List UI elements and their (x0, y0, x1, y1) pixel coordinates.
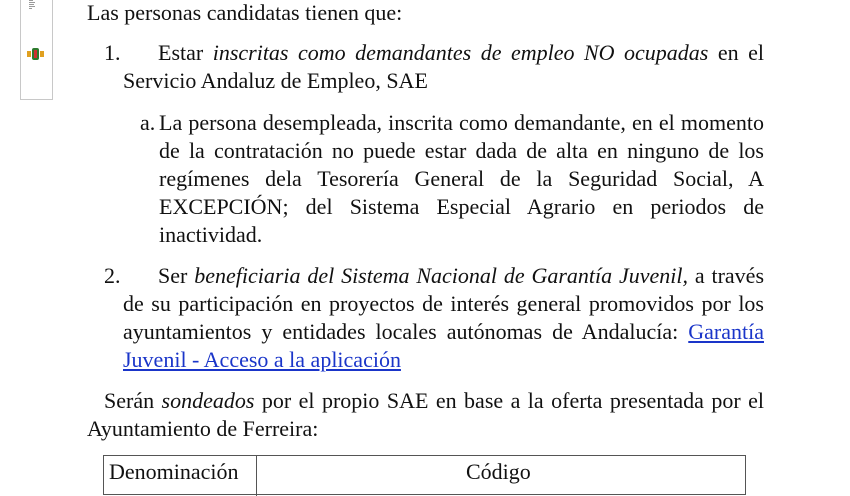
item1-text-end: en el Servicio Andaluz de Empleo, SAE (123, 40, 764, 93)
item2-text-start: Ser (158, 263, 195, 288)
list-number-1: 1. (104, 40, 121, 65)
table-header-denominacion: Denominación (109, 459, 239, 484)
closing-text-start: Serán (104, 388, 162, 413)
closing-text-end: por el propio SAE en base a la oferta presentada por el Ayuntamiento de Ferreira: (87, 388, 765, 441)
list-number-2: 2. (104, 263, 121, 288)
institution-logo (29, 0, 43, 10)
closing-paragraph (87, 387, 764, 443)
garantia-juvenil-link[interactable]: Garantía Juvenil - Acceso a la aplicación (123, 319, 764, 372)
item2-emphasis: beneficiaria del Sistema Nacional de Garantía Juvenil, (194, 263, 689, 288)
list-item-2 (123, 262, 764, 374)
closing-emphasis: sondeados (161, 388, 255, 413)
table-header-codigo: Código (466, 459, 531, 484)
item2-text-end: a través de su participación en proyectos de interés general promovidos por los ayuntamientos y entidades locales autónomas de Andalucía: (123, 263, 765, 344)
list-item-1 (123, 39, 764, 95)
offer-table (103, 455, 746, 495)
page-margin-box (20, 0, 53, 100)
coat-of-arms-icon (27, 47, 45, 61)
sublist-item-a: La persona desempleada, inscrita como demandante, en el momento de la contratación no puede estar dada de alta en ninguno de los regímenes dela Tesorería General de la Seguridad Social, A EXCEPCIÓN; del Sistema Especial Agrario en periodos de inactividad. (159, 110, 764, 247)
item1-emphasis: inscritas como demandantes de empleo NO ocupadas (212, 40, 709, 65)
sublist-letter-a: a. (140, 110, 156, 135)
item1-text-start: Estar (158, 40, 213, 65)
intro-paragraph: Las personas candidatas tienen que: (87, 0, 403, 25)
